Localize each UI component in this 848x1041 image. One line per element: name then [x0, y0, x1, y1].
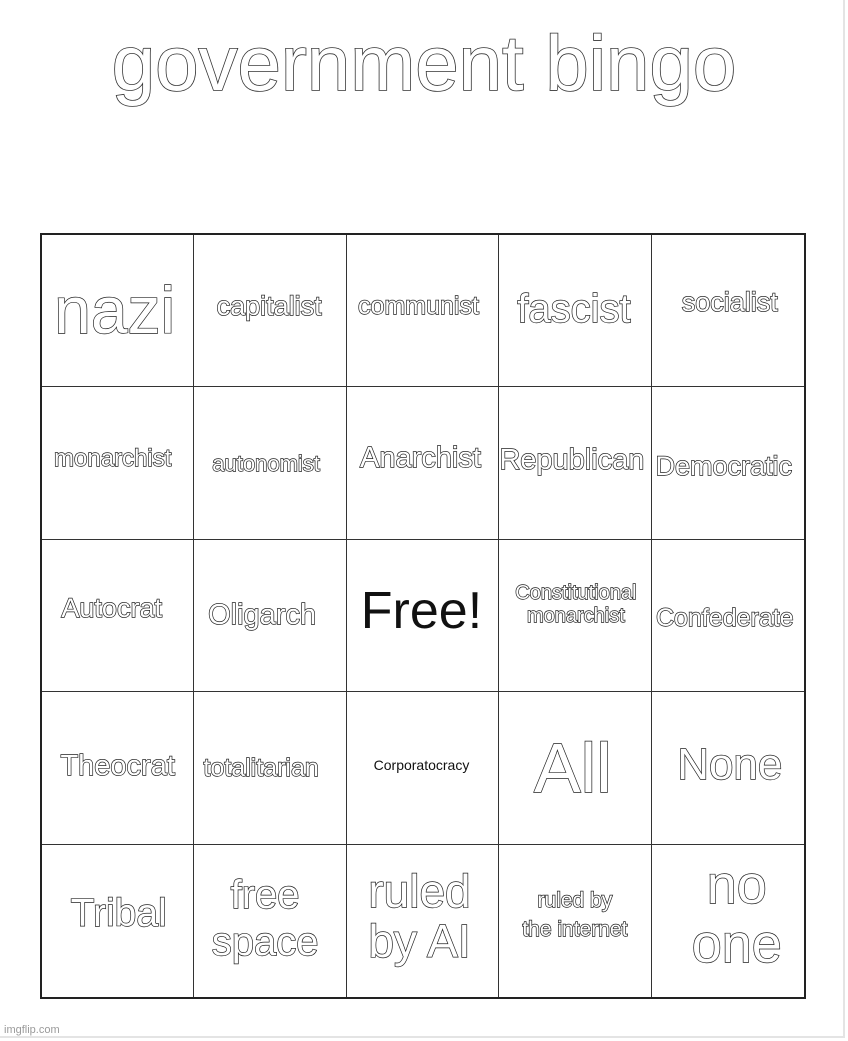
cell-label: Theocrat [60, 749, 175, 782]
bingo-cell [42, 540, 194, 692]
bingo-cell [347, 540, 499, 692]
bingo-cell [194, 692, 346, 844]
cell-label: no one [691, 854, 782, 974]
cell-label: Anarchist [360, 442, 481, 475]
cell-label: All [533, 728, 612, 807]
cell-label: monarchist [54, 445, 172, 473]
bingo-cell [42, 692, 194, 844]
bingo-cell [194, 235, 346, 387]
cell-label: Democratic [655, 451, 793, 482]
cell-label: capitalist [216, 290, 322, 321]
bingo-cell [499, 540, 651, 692]
cell-label: Constitutional monarchist [515, 582, 637, 628]
bingo-cell [499, 692, 651, 844]
bingo-cell [194, 540, 346, 692]
cell-label: totalitarian [203, 753, 319, 782]
cell-label: ruled by the internet [522, 888, 628, 941]
bingo-grid [40, 233, 806, 999]
bingo-cell [347, 235, 499, 387]
bingo-cell [652, 387, 804, 539]
cell-label: Confederate [655, 604, 794, 633]
bingo-cell [194, 845, 346, 997]
cell-label: communist [358, 291, 479, 320]
bingo-cell [652, 540, 804, 692]
bingo-cell [499, 845, 651, 997]
bingo-title: government bingo [111, 19, 737, 107]
bingo-cell [499, 387, 651, 539]
cell-label: Autocrat [61, 593, 162, 624]
imgflip-watermark: imgflip.com [4, 1024, 60, 1036]
cell-label: Republican [499, 444, 645, 477]
cell-label: fascist [517, 286, 631, 331]
cell-label: nazi [54, 272, 176, 347]
cell-label: ruled by AI [368, 864, 471, 967]
bingo-cell [42, 845, 194, 997]
bingo-cell [42, 387, 194, 539]
cell-label: free space [211, 872, 319, 964]
bingo-cell [347, 692, 499, 844]
cell-label: Corporatocracy [373, 756, 470, 773]
bingo-cell [347, 845, 499, 997]
bingo-cell [194, 387, 346, 539]
free-space-label: Free! [360, 582, 483, 641]
bingo-cell [347, 387, 499, 539]
bingo-cell [652, 845, 804, 997]
cell-label: Tribal [70, 891, 167, 935]
cell-label: Oligarch [208, 599, 317, 632]
bingo-cell [652, 235, 804, 387]
bingo-cell [42, 235, 194, 387]
cell-label: socialist [681, 286, 778, 317]
cell-label: autonomist [212, 451, 320, 477]
bingo-cell [652, 692, 804, 844]
bingo-cell [499, 235, 651, 387]
cell-label: None [677, 739, 783, 789]
